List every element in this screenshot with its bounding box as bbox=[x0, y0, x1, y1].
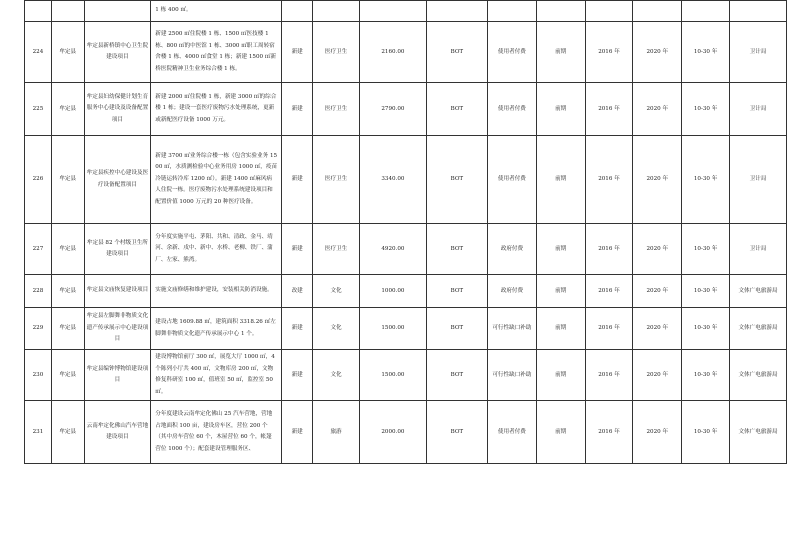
responsible-department: 文体广电旅游局 bbox=[730, 308, 787, 350]
cooperation-term: 10-30 年 bbox=[682, 401, 730, 464]
project-name: 牟定县编钟博物馆建设项目 bbox=[84, 350, 151, 401]
return-mechanism bbox=[488, 1, 537, 22]
industry-category bbox=[313, 1, 360, 22]
table-row bbox=[25, 224, 787, 275]
construction-nature: 新建 bbox=[282, 224, 313, 275]
start-year: 2016 年 bbox=[585, 83, 633, 136]
end-year: 2020 年 bbox=[633, 350, 682, 401]
project-name: 牟定县疾控中心建设及医疗设备配置项目 bbox=[84, 136, 151, 224]
project-name bbox=[84, 1, 151, 22]
cooperation-term: 10-30 年 bbox=[682, 136, 730, 224]
return-mechanism: 政府付费 bbox=[488, 275, 537, 308]
county-cell bbox=[51, 1, 84, 22]
row-number: 228 bbox=[25, 275, 52, 308]
county-cell: 牟定县 bbox=[51, 22, 84, 83]
construction-nature: 新建 bbox=[282, 308, 313, 350]
end-year: 2020 年 bbox=[633, 308, 682, 350]
project-description: 分年度实施平屯、茅阳、共和、清政、金马、靖河、余新、戌中、新中、水桥、老柳、铁厂、蒲厂、左家、熊湾。 bbox=[151, 224, 282, 275]
project-stage: 前期 bbox=[536, 136, 585, 224]
responsible-department bbox=[730, 1, 787, 22]
project-name: 牟定县左脚舞非物质文化遗产传承展示中心建设项目 bbox=[84, 308, 151, 350]
cooperation-term: 10-30 年 bbox=[682, 83, 730, 136]
investment-amount: 4920.00 bbox=[360, 224, 427, 275]
end-year: 2020 年 bbox=[633, 401, 682, 464]
project-name: 牟定县 82 个村级卫生所建设项目 bbox=[84, 224, 151, 275]
table-row bbox=[25, 136, 787, 224]
start-year: 2016 年 bbox=[585, 350, 633, 401]
project-description: 新建 3700 ㎡业务综合楼一栋（包含实验业务 1500 ㎡，水质测检验中心业务用房 1000 ㎡，疫苗冷链运转冷库 1200 ㎡）。新建 1400 ㎡麻风病人住院一栋。医疗废物污水处理系统建设项目和配置价值 1000 万元的 20 种医疗设备。 bbox=[151, 136, 282, 224]
industry-category: 文化 bbox=[313, 275, 360, 308]
project-stage: 前期 bbox=[536, 224, 585, 275]
operation-mode: BOT bbox=[426, 83, 487, 136]
project-description: 新建 2500 ㎡住院楼 1 栋、1500 ㎡医技楼 1 栋、800 ㎡的中医馆 1 栋、3000 ㎡职工周转宿舍楼 1 栋、4000 ㎡食堂 1 栋；新建 1500 ㎡新桥医院精神卫生业务综合楼 1 栋。 bbox=[151, 22, 282, 83]
cooperation-term: 10-30 年 bbox=[682, 308, 730, 350]
county-cell: 牟定县 bbox=[51, 136, 84, 224]
industry-category: 医疗卫生 bbox=[313, 224, 360, 275]
industry-category: 文化 bbox=[313, 308, 360, 350]
project-stage: 前期 bbox=[536, 83, 585, 136]
construction-nature: 新建 bbox=[282, 401, 313, 464]
table-row bbox=[25, 22, 787, 83]
operation-mode bbox=[426, 1, 487, 22]
industry-category: 文化 bbox=[313, 350, 360, 401]
end-year: 2020 年 bbox=[633, 224, 682, 275]
project-description: 1 栋 400 ㎡。 bbox=[151, 1, 282, 22]
row-number: 227 bbox=[25, 224, 52, 275]
row-number bbox=[25, 1, 52, 22]
start-year: 2016 年 bbox=[585, 224, 633, 275]
project-table bbox=[24, 0, 787, 464]
start-year bbox=[585, 1, 633, 22]
row-number: 226 bbox=[25, 136, 52, 224]
cooperation-term: 10-30 年 bbox=[682, 350, 730, 401]
construction-nature: 新建 bbox=[282, 136, 313, 224]
start-year: 2016 年 bbox=[585, 275, 633, 308]
row-number: 229 bbox=[25, 308, 52, 350]
responsible-department: 卫计局 bbox=[730, 224, 787, 275]
investment-amount: 2790.00 bbox=[360, 83, 427, 136]
table-body bbox=[25, 1, 787, 464]
return-mechanism: 使用者付费 bbox=[488, 83, 537, 136]
cooperation-term: 10-30 年 bbox=[682, 22, 730, 83]
return-mechanism: 使用者付费 bbox=[488, 136, 537, 224]
investment-amount bbox=[360, 1, 427, 22]
project-name: 牟定县妇幼保健计划生育服务中心建设及设备配置项目 bbox=[84, 83, 151, 136]
operation-mode: BOT bbox=[426, 275, 487, 308]
project-stage: 前期 bbox=[536, 22, 585, 83]
responsible-department: 卫计局 bbox=[730, 83, 787, 136]
row-number: 230 bbox=[25, 350, 52, 401]
project-name: 牟定县文庙恢复建设项目 bbox=[84, 275, 151, 308]
operation-mode: BOT bbox=[426, 136, 487, 224]
table-row bbox=[25, 401, 787, 464]
return-mechanism: 可行性缺口补助 bbox=[488, 308, 537, 350]
county-cell: 牟定县 bbox=[51, 224, 84, 275]
project-name: 牟定县新桥镇中心卫生院建设项目 bbox=[84, 22, 151, 83]
county-cell: 牟定县 bbox=[51, 275, 84, 308]
end-year bbox=[633, 1, 682, 22]
table-row bbox=[25, 308, 787, 350]
return-mechanism: 政府付费 bbox=[488, 224, 537, 275]
return-mechanism: 可行性缺口补助 bbox=[488, 350, 537, 401]
end-year: 2020 年 bbox=[633, 275, 682, 308]
investment-amount: 1500.00 bbox=[360, 350, 427, 401]
operation-mode: BOT bbox=[426, 350, 487, 401]
table-row bbox=[25, 1, 787, 22]
table-row bbox=[25, 350, 787, 401]
investment-amount: 2160.00 bbox=[360, 22, 427, 83]
industry-category: 医疗卫生 bbox=[313, 136, 360, 224]
construction-nature: 新建 bbox=[282, 350, 313, 401]
project-stage: 前期 bbox=[536, 401, 585, 464]
project-stage: 前期 bbox=[536, 275, 585, 308]
county-cell: 牟定县 bbox=[51, 83, 84, 136]
project-description: 建设博物馆前厅 300 ㎡，展览大厅 1000 ㎡，4 个陈列小厅共 400 ㎡，文物库房 200 ㎡，文物修复科研室 100 ㎡，值班室 50 ㎡，监控室 50 ㎡。 bbox=[151, 350, 282, 401]
industry-category: 医疗卫生 bbox=[313, 22, 360, 83]
start-year: 2016 年 bbox=[585, 22, 633, 83]
investment-amount: 3340.00 bbox=[360, 136, 427, 224]
row-number: 225 bbox=[25, 83, 52, 136]
responsible-department: 卫计局 bbox=[730, 22, 787, 83]
operation-mode: BOT bbox=[426, 401, 487, 464]
operation-mode: BOT bbox=[426, 22, 487, 83]
cooperation-term bbox=[682, 1, 730, 22]
county-cell: 牟定县 bbox=[51, 308, 84, 350]
project-description: 实施文庙修缮和维护建设，安装相关防消设施。 bbox=[151, 275, 282, 308]
project-description: 建设占地 1609.88 ㎡，建筑面积 3318.26 ㎡左脚舞非物质文化遗产传承展示中心 1 个。 bbox=[151, 308, 282, 350]
project-stage: 前期 bbox=[536, 308, 585, 350]
investment-amount: 1000.00 bbox=[360, 275, 427, 308]
construction-nature: 新建 bbox=[282, 22, 313, 83]
project-description: 新建 2000 ㎡住院楼 1 栋，新建 3000 ㎡的综合楼 1 栋；建设一套医疗废物污水处理系统，更新或新配医疗设备 1000 万元。 bbox=[151, 83, 282, 136]
row-number: 231 bbox=[25, 401, 52, 464]
start-year: 2016 年 bbox=[585, 401, 633, 464]
project-stage: 前期 bbox=[536, 350, 585, 401]
start-year: 2016 年 bbox=[585, 136, 633, 224]
return-mechanism: 使用者付费 bbox=[488, 401, 537, 464]
operation-mode: BOT bbox=[426, 308, 487, 350]
responsible-department: 文体广电旅游局 bbox=[730, 401, 787, 464]
construction-nature: 新建 bbox=[282, 83, 313, 136]
end-year: 2020 年 bbox=[633, 22, 682, 83]
responsible-department: 卫计局 bbox=[730, 136, 787, 224]
end-year: 2020 年 bbox=[633, 136, 682, 224]
responsible-department: 文体广电旅游局 bbox=[730, 275, 787, 308]
construction-nature: 改建 bbox=[282, 275, 313, 308]
cooperation-term: 10-30 年 bbox=[682, 224, 730, 275]
project-stage bbox=[536, 1, 585, 22]
investment-amount: 2000.00 bbox=[360, 401, 427, 464]
county-cell: 牟定县 bbox=[51, 401, 84, 464]
project-name: 云南牟定化佛山汽车营地建设项目 bbox=[84, 401, 151, 464]
project-description: 分年度建设云南牟定化佛山 25 汽车营地，营地占地面积 100 亩，建设房车区，营位 200 个（其中房车营位 60 个，木屋营位 60 个，帐篷营位 1000 个）；配套建设管理服务区、 bbox=[151, 401, 282, 464]
row-number: 224 bbox=[25, 22, 52, 83]
start-year: 2016 年 bbox=[585, 308, 633, 350]
industry-category: 旅游 bbox=[313, 401, 360, 464]
end-year: 2020 年 bbox=[633, 83, 682, 136]
construction-nature bbox=[282, 1, 313, 22]
return-mechanism: 使用者付费 bbox=[488, 22, 537, 83]
investment-amount: 1500.00 bbox=[360, 308, 427, 350]
operation-mode: BOT bbox=[426, 224, 487, 275]
cooperation-term: 10-30 年 bbox=[682, 275, 730, 308]
county-cell: 牟定县 bbox=[51, 350, 84, 401]
table-row bbox=[25, 83, 787, 136]
table-row bbox=[25, 275, 787, 308]
industry-category: 医疗卫生 bbox=[313, 83, 360, 136]
responsible-department: 文体广电旅游局 bbox=[730, 350, 787, 401]
